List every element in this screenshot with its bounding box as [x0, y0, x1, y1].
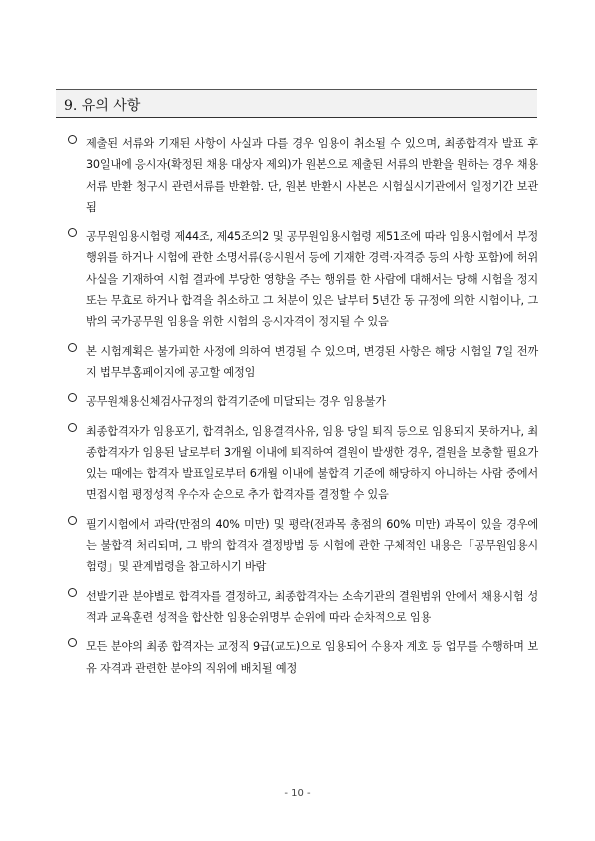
list-item — [68, 391, 538, 412]
page-number: - 10 - — [284, 788, 311, 799]
list-item-text: 모든 분야의 최종 합격자는 교정직 9급(교도)으로 임용되어 수용자 계호 등 업무를 수행하며 보유 자격과 관련한 분야의 직위에 배치될 예정 — [86, 640, 538, 675]
circle-bullet-icon — [68, 135, 77, 144]
list-item-text: 필기시험에서 과락(만점의 40% 미만) 및 평락(전과목 총점의 60% 미만) 과목이 있을 경우에는 불합격 처리되며, 그 밖의 합격자 결정방법 등 시험에 관한 구체적인 내용은「공무원임용시험령」및 관계법령을 참고하시기 바람 — [86, 517, 538, 574]
list-item — [68, 636, 538, 679]
list-item — [68, 226, 538, 332]
circle-bullet-icon — [68, 516, 77, 525]
circle-bullet-icon — [68, 423, 77, 432]
list-item — [68, 514, 538, 578]
circle-bullet-icon — [68, 228, 77, 237]
list-item — [68, 421, 538, 506]
circle-bullet-icon — [68, 343, 77, 352]
list-item-text: 공무원임용시험령 제44조, 제45조의2 및 공무원임용시험령 제51조에 따라 임용시험에서 부정행위를 하거나 시험에 관한 소명서류(응시원서 등에 기재한 경력·자격증 등의 사항 포함)에 허위사실을 기재하여 시험 결과에 부당한 영향을 주는 행위를 한 사람에 대해서는 당해 시험을 정지 또는 무효로 하거나 합격을 취소하고 그 처분이 있은 날부터 5년간 동 규정에 의한 시험이나, 그 밖의 국가공무원 임용을 위한 시험의 응시자격이 정지될 수 있음 — [86, 230, 538, 329]
section-title: 9. 유의 사항 — [64, 98, 141, 114]
notice-list — [68, 133, 538, 687]
list-item-text: 선발기관 분야별로 합격자를 결정하고, 최종합격자는 소속기관의 결원범위 안에서 채용시험 성적과 교육훈련 성적을 합산한 임용순위명부 순위에 따라 순차적으로 임용 — [86, 589, 538, 624]
list-item — [68, 341, 538, 384]
list-item-text: 본 시험계획은 불가피한 사정에 의하여 변경될 수 있으며, 변경된 사항은 해당 시험일 7일 전까지 법무부홈페이지에 공고할 예정임 — [86, 344, 538, 379]
circle-bullet-icon — [68, 638, 77, 647]
list-item-text: 제출된 서류와 기재된 사항이 사실과 다를 경우 임용이 취소될 수 있으며, 최종합격자 발표 후 30일내에 응시자(확정된 채용 대상자 제외)가 원본으로 제출된 서류의 반환을 원하는 경우 채용서류 반환 청구시 관련서류를 반환함. 단, 원본 반환시 사본은 시험실시기관에서 일정기간 보관됨 — [86, 137, 538, 214]
list-item — [68, 133, 538, 218]
circle-bullet-icon — [68, 393, 77, 402]
list-item — [68, 586, 538, 629]
list-item-text: 최종합격자가 임용포기, 합격취소, 임용결격사유, 임용 당일 퇴직 등으로 임용되지 못하거나, 최종합격자가 임용된 날로부터 3개월 이내에 퇴직하여 결원이 발생한 경우, 결원을 보충할 필요가 있는 때에는 합격자 발표일로부터 6개월 이내에 불합격 기준에 해당하지 아니하는 사람 중에서 면접시험 평정성적 우수자 순으로 추가 합격자를 결정할 수 있음 — [86, 424, 538, 502]
section-header — [56, 89, 537, 118]
list-item-text: 공무원채용신체검사규정의 합격기준에 미달되는 경우 임용불가 — [86, 395, 386, 409]
circle-bullet-icon — [68, 588, 77, 597]
